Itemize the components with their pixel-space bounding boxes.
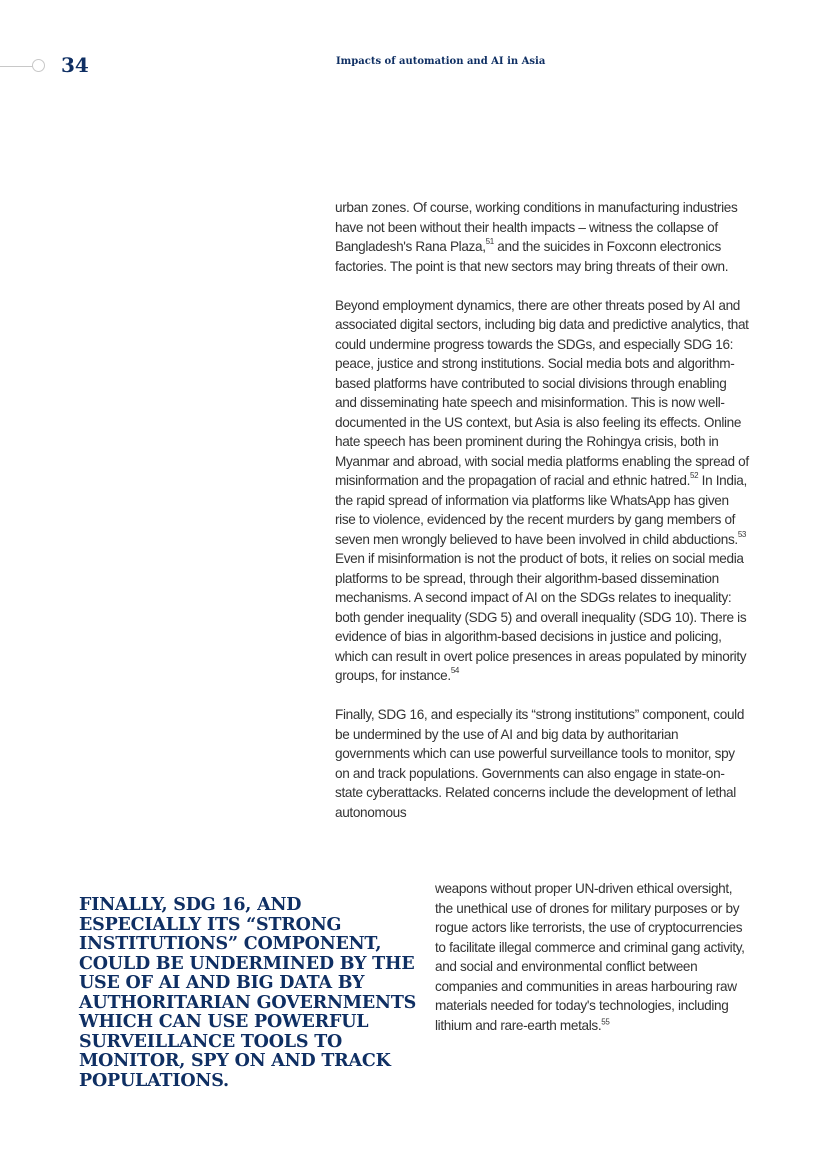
header-rule (0, 66, 33, 67)
page-number: 34 (61, 53, 89, 77)
main-text-column (335, 198, 751, 842)
paragraph-2-text-a: Beyond employment dynamics, there are other threats posed by AI and associated digital sectors, including big data and predictive analytics, that could undermine progress towards the SDGs, and especially SDG 16: peace, justice and strong institutions. Social media bots and algorithm-based platforms have contributed to social divisions through enabling and disseminating hate speech and misinformation. This is now well-documented in the US context, but Asia is also feeling its effects. Online hate speech has been prominent during the Rohingya crisis, both in Myanmar and abroad, with social media platforms enabling the spread of misinformation and the propagation of racial and ethnic hatred. (335, 297, 749, 488)
running-header-title: Impacts of automation and AI in Asia (336, 56, 546, 67)
footnote-ref-54: 54 (450, 666, 460, 676)
paragraph-3-continued (435, 879, 753, 1035)
footnote-ref-53: 53 (737, 529, 747, 539)
paragraph-3: Finally, SDG 16, and especially its “strong institutions” component, could be undermined by the use of AI and big data by authoritarian governments which can use powerful surveillance tools to monitor, spy on and track populations. Governments can also engage in state-on-state cyberattacks. Related concerns include the development of lethal autonomous (335, 707, 745, 820)
paragraph-2-text-b: In India, the rapid spread of information via platforms like WhatsApp has given rise to violence, evidenced by the recent murders by gang members of seven men wrongly believed to have been involved in child abductions. (335, 473, 747, 547)
paragraph-1-text: urban zones. Of course, working conditions in manufacturing industries have not been without their health impacts – witness the collapse of Bangladesh's Rana Plaza, (335, 200, 738, 254)
paragraph-2-text-c: Even if misinformation is not the product of bots, it relies on social media platforms to be spread, through their algorithm-based dissemination mechanisms. A second impact of AI on the SDGs relates to inequality: both gender inequality (SDG 5) and overall inequality (SDG 10). There is evidence of bias in algorithm-based decisions in justice and policing, which can result in overt police presences in areas populated by minority groups, for instance. (335, 551, 747, 683)
pull-quote: FINALLY, SDG 16, AND ESPECIALLY ITS “STRONG INSTITUTIONS” COMPONENT, COULD BE UNDERMINED BY THE USE OF AI AND BIG DATA BY AUTHORITARIAN GOVERNMENTS WHICH CAN USE POWERFUL SURVEILLANCE TOOLS TO MONITOR, SPY ON AND TRACK POPULATIONS. (79, 895, 417, 1091)
footnote-ref-51: 51 (485, 237, 494, 247)
page-marker-circle-icon (32, 59, 45, 72)
paragraph-3-text-b: weapons without proper UN-driven ethical oversight, the unethical use of drones for military purposes or by rogue actors like terrorists, the use of cryptocurrencies to facilitate illegal commerce and criminal gang activity, and social and environmental conflict between companies and communities in areas harbouring raw materials needed for today's technologies, including lithium and rare-earth metals. (435, 881, 745, 1033)
paragraph-1-text-rest: and the suicides in Foxconn electronics factories. The point is that new sectors may bring threats of their own. (335, 239, 729, 274)
paragraph-2 (335, 296, 751, 686)
paragraph-1 (335, 198, 751, 276)
footnote-ref-52: 52 (690, 471, 699, 481)
footnote-ref-55: 55 (601, 1016, 610, 1026)
